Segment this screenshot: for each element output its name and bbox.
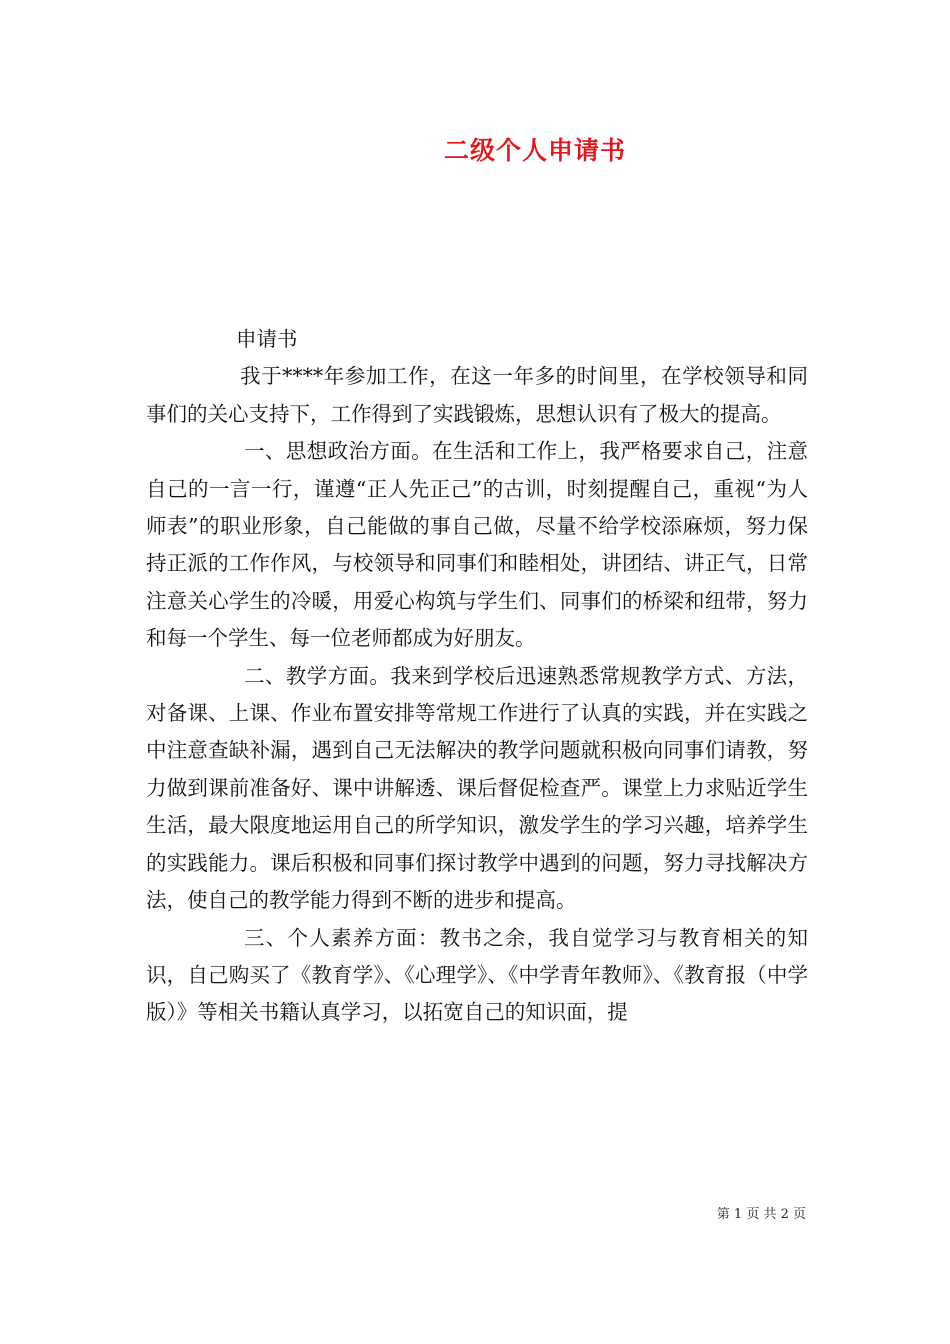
paragraph-personal: 三、个人素养方面：教书之余，我自觉学习与教育相关的知识，自己购买了《教育学》、《心理学》、《中学青年教师》、《教育报（中学版）》等相关书籍认真学习，以拓宽自己的知识面，提 xyxy=(146,925,808,1025)
document-body xyxy=(146,321,808,1032)
page-number-footer: 第 1 页 共 2 页 xyxy=(716,1207,806,1222)
paragraph-ideology: 一、思想政治方面。在生活和工作上，我严格要求自己，注意自己的一言一行，谨遵“正人先正己”的古训，时刻提醒自己，重视“为人师表”的职业形象，自己能做的事自己做，尽量不给学校添麻烦，努力保持正派的工作作风，与校领导和同事们和睦相处，讲团结、讲正气，日常注意关心学生的冷暖，用爱心构筑与学生们、同事们的桥梁和纽带，努力和每一个学生、每一位老师都成为好朋友。 xyxy=(146,439,808,651)
document-title: 二级个人申请书 xyxy=(443,136,626,165)
paragraph-intro: 我于****年参加工作，在这一年多的时间里，在学校领导和同事们的关心支持下，工作得到了实践锻炼，思想认识有了极大的提高。 xyxy=(146,364,808,426)
paragraph-teaching: 二、教学方面。我来到学校后迅速熟悉常规教学方式、方法，对备课、上课、作业布置安排等常规工作进行了认真的实践，并在实践之中注意查缺补漏，遇到自己无法解决的教学问题就积极向同事们请教，努力做到课前准备好、课中讲解透、课后督促检查严。课堂上力求贴近学生生活，最大限度地运用自己的所学知识，激发学生的学习兴趣，培养学生的实践能力。课后积极和同事们探讨教学中遇到的问题，努力寻找解决方法，使自己的教学能力得到不断的进步和提高。 xyxy=(146,663,808,913)
salutation: 申请书 xyxy=(236,327,298,351)
